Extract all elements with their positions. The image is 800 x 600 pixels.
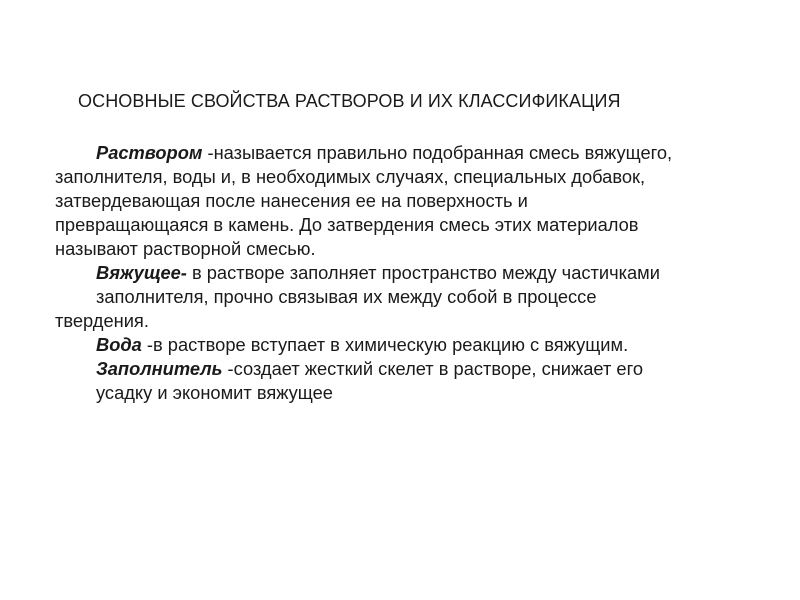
definition-rastvor-text-1: -называется правильно подобранная смесь вяжущего, <box>202 142 673 163</box>
definition-voda-line-1 <box>96 334 628 356</box>
definition-rastvor-line-4: превращающаяся в камень. До затвердения смесь этих материалов <box>55 214 639 235</box>
definition-zapolnitel-line-2: усадку и экономит вяжущее <box>96 382 333 403</box>
definition-rastvor-line-2: заполнителя, воды и, в необходимых случаях, специальных добавок, <box>55 166 646 187</box>
definition-rastvor-line-3: затвердевающая после нанесения ее на поверхность и <box>55 190 528 211</box>
term-voda: Вода <box>96 334 142 355</box>
definition-vyazhushchee-line-3: твердения. <box>55 310 149 331</box>
definition-rastvor-line-1 <box>96 142 672 164</box>
definition-zapolnitel-line-1 <box>96 358 643 380</box>
slide-title: ОСНОВНЫЕ СВОЙСТВА РАСТВОРОВ И ИХ КЛАССИФИКАЦИЯ <box>78 91 621 111</box>
term-zapolnitel: Заполнитель <box>96 358 223 379</box>
definition-zapolnitel-text-1: -создает жесткий скелет в растворе, снижает его <box>222 358 644 379</box>
definition-rastvor-line-5: называют растворной смесью. <box>55 238 316 259</box>
definition-vyazhushchee-line-1 <box>96 262 660 284</box>
definition-voda-text-1: -в растворе вступает в химическую реакцию с вяжущим. <box>141 334 629 355</box>
term-rastvor: Раствором <box>96 142 203 163</box>
definition-vyazhushchee-text-1: в растворе заполняет пространство между частичками <box>186 262 660 283</box>
term-vyazhushchee: Вяжущее- <box>96 262 187 283</box>
definition-vyazhushchee-line-2: заполнителя, прочно связывая их между собой в процессе <box>96 286 597 307</box>
